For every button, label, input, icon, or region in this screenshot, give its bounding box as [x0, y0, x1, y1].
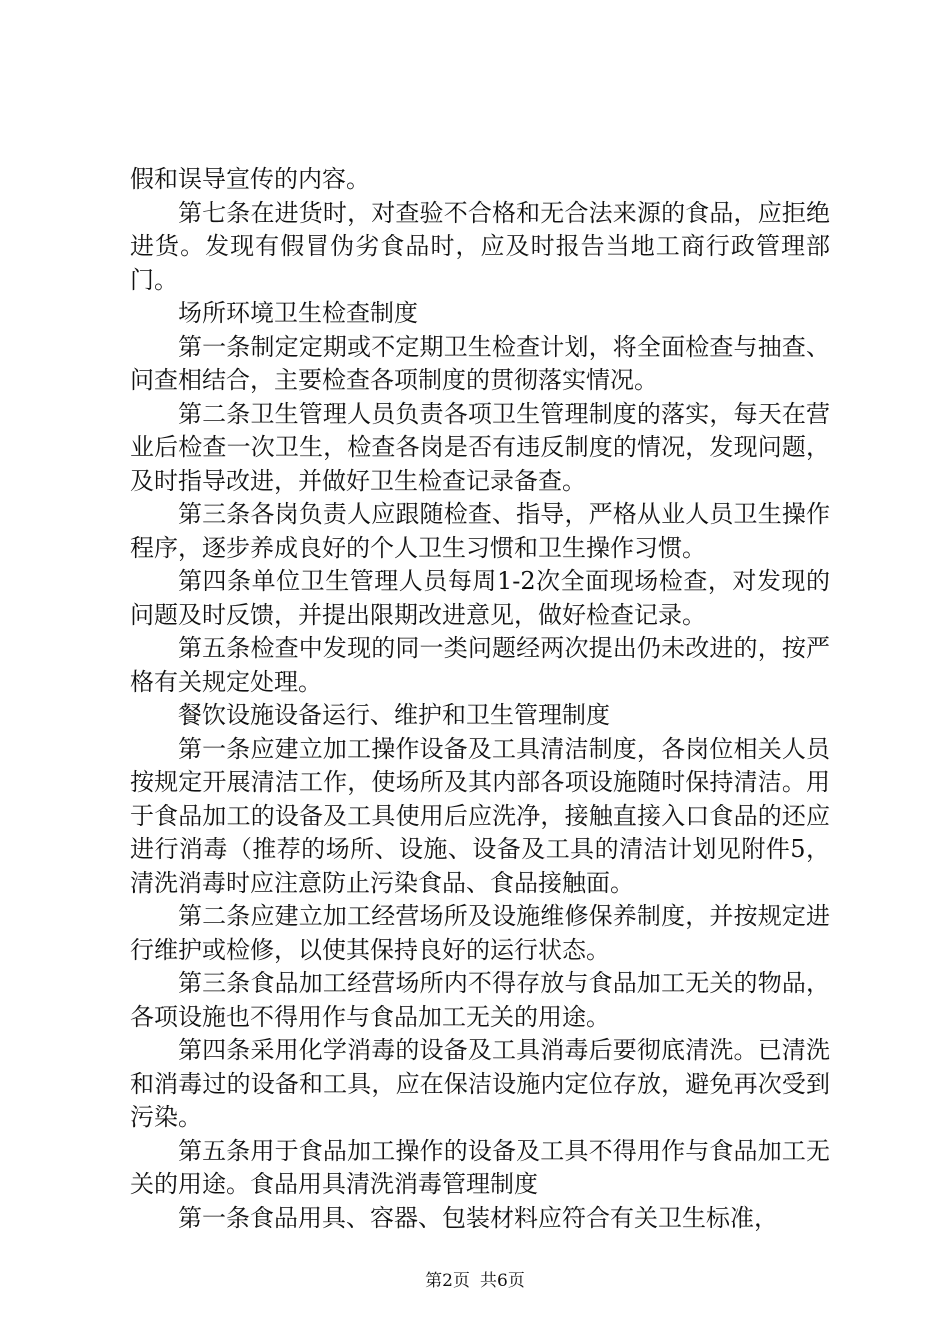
- paragraph: 假和误导宣传的内容。: [130, 165, 370, 193]
- paragraph: 第二条应建立加工经营场所及设施维修保养制度，并按规定进行维护或检修，以使其保持良好的运行状态。: [130, 902, 830, 964]
- paragraph: 第三条食品加工经营场所内不得存放与食品加工无关的物品，各项设施也不得用作与食品加工无关的用途。: [130, 969, 830, 1031]
- paragraph: 第一条食品用具、容器、包装材料应符合有关卫生标准，: [178, 1203, 778, 1232]
- page-footer: [0, 1271, 950, 1291]
- paragraph: 第四条单位卫生管理人员每周1-2次全面现场检查，对发现的问题及时反馈，并提出限期改进意见，做好检查记录。: [130, 567, 830, 629]
- paragraph: 第一条应建立加工操作设备及工具清洁制度，各岗位相关人员按规定开展清洁工作，使场所及其内部各项设施随时保持清洁。用于食品加工的设备及工具使用后应洗净，接触直接入口食品的还应进行消毒（推荐的场所、设施、设备及工具的清洁计划见附件5，清洗消毒时应注意防止污染食品、食品接触面。: [130, 734, 830, 897]
- paragraph: 第五条用于食品加工操作的设备及工具不得用作与食品加工无关的用途。食品用具清洗消毒管理制度: [130, 1136, 830, 1198]
- document-body: [130, 163, 830, 1235]
- paragraph: 第三条各岗负责人应跟随检查、指导，严格从业人员卫生操作程序，逐步养成良好的个人卫生习惯和卫生操作习惯。: [130, 500, 830, 562]
- paragraph: 场所环境卫生检查制度: [178, 299, 418, 327]
- paragraph: 第一条制定定期或不定期卫生检查计划，将全面检查与抽查、问查相结合，主要检查各项制度的贯彻落实情况。: [130, 332, 830, 394]
- paragraph: 第七条在进货时，对查验不合格和无合法来源的食品，应拒绝进货。发现有假冒伪劣食品时，应及时报告当地工商行政管理部门。: [130, 198, 830, 294]
- paragraph: 第四条采用化学消毒的设备及工具消毒后要彻底清洗。已清洗和消毒过的设备和工具，应在保洁设施内定位存放，避免再次受到污染。: [130, 1036, 830, 1131]
- paragraph: 餐饮设施设备运行、维护和卫生管理制度: [178, 701, 610, 729]
- paragraph: 第五条检查中发现的同一类问题经两次提出仍未改进的，按严格有关规定处理。: [130, 634, 830, 696]
- page-total: 共6页: [480, 1271, 525, 1291]
- paragraph: 第二条卫生管理人员负责各项卫生管理制度的落实，每天在营业后检查一次卫生，检查各岗是否有违反制度的情况，发现问题，及时指导改进，并做好卫生检查记录备查。: [130, 399, 830, 495]
- page-number: 第2页: [425, 1271, 470, 1291]
